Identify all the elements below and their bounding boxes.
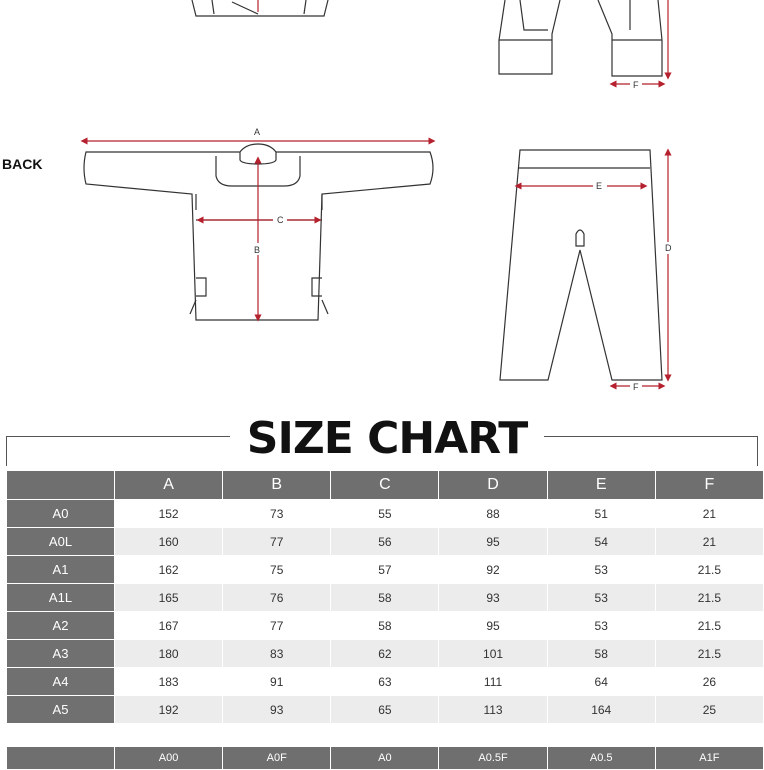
measure-label-d: D — [665, 243, 672, 253]
cell-value: 88 — [439, 500, 546, 527]
cell-value: 95 — [439, 612, 546, 639]
table-row — [7, 612, 763, 639]
cell-value: 91 — [223, 668, 330, 695]
cell-value: 56 — [331, 528, 438, 555]
cell-value: 21.5 — [656, 612, 763, 639]
measure-label-b: B — [254, 245, 261, 255]
measure-label-e: E — [596, 181, 603, 191]
cell-value: 21 — [656, 500, 763, 527]
cell-value: 180 — [115, 640, 222, 667]
pants-front-partial — [499, 0, 668, 84]
cell-value: 65 — [331, 696, 438, 723]
cell-value: 21.5 — [656, 640, 763, 667]
cell-value: 167 — [115, 612, 222, 639]
cell-value: 62 — [331, 640, 438, 667]
size-table-secondary — [6, 746, 764, 770]
cell-value: 83 — [223, 640, 330, 667]
title-rule-right-tick — [757, 436, 758, 466]
cell-value: 92 — [439, 556, 546, 583]
cell-value: 95 — [439, 528, 546, 555]
cell-value: 64 — [548, 668, 655, 695]
column-header-a1f: A1F — [656, 747, 763, 769]
jacket-front-partial — [192, 0, 328, 16]
cell-value: 53 — [548, 556, 655, 583]
column-header-a0f: A0F — [223, 747, 330, 769]
cell-value: 152 — [115, 500, 222, 527]
cell-value: 57 — [331, 556, 438, 583]
cell-value: 111 — [439, 668, 546, 695]
row-size-label: A1 — [7, 556, 114, 583]
column-header-a05f: A0.5F — [439, 747, 546, 769]
cell-value: 58 — [331, 584, 438, 611]
back-view-label: BACK — [2, 156, 43, 172]
table-row — [7, 528, 763, 555]
measure-label-f-top: F — [633, 80, 639, 90]
size-table — [6, 470, 764, 724]
table-row — [7, 696, 763, 723]
column-header-a0: A0 — [331, 747, 438, 769]
cell-value: 21.5 — [656, 584, 763, 611]
column-header-size — [7, 471, 114, 499]
size-chart-header — [6, 414, 758, 466]
cell-value: 113 — [439, 696, 546, 723]
cell-value: 164 — [548, 696, 655, 723]
cell-value: 77 — [223, 528, 330, 555]
cell-value: 55 — [331, 500, 438, 527]
cell-value: 26 — [656, 668, 763, 695]
row-size-label: A2 — [7, 612, 114, 639]
cell-value: 25 — [656, 696, 763, 723]
jacket-back-measures — [84, 141, 432, 318]
cell-value: 54 — [548, 528, 655, 555]
row-size-label: A3 — [7, 640, 114, 667]
table-row — [7, 640, 763, 667]
column-header-f: F — [656, 471, 763, 499]
column-header-c: C — [331, 471, 438, 499]
table-row — [7, 584, 763, 611]
column-header-a: A — [115, 471, 222, 499]
cell-value: 162 — [115, 556, 222, 583]
size-table-secondary-header-row — [7, 747, 763, 769]
measure-label-a: A — [254, 127, 261, 137]
cell-value: 58 — [331, 612, 438, 639]
cell-value: 75 — [223, 556, 330, 583]
row-size-label: A0 — [7, 500, 114, 527]
column-header-size — [7, 747, 114, 769]
column-header-a00: A00 — [115, 747, 222, 769]
measure-label-c: C — [277, 215, 284, 225]
column-header-e: E — [548, 471, 655, 499]
cell-value: 73 — [223, 500, 330, 527]
cell-value: 76 — [223, 584, 330, 611]
cell-value: 192 — [115, 696, 222, 723]
row-size-label: A5 — [7, 696, 114, 723]
cell-value: 77 — [223, 612, 330, 639]
cell-value: 21 — [656, 528, 763, 555]
measure-label-f: F — [633, 382, 639, 392]
table-row — [7, 556, 763, 583]
cell-value: 101 — [439, 640, 546, 667]
column-header-d: D — [439, 471, 546, 499]
cell-value: 165 — [115, 584, 222, 611]
cell-value: 21.5 — [656, 556, 763, 583]
title-rule-left — [6, 436, 230, 437]
cell-value: 53 — [548, 584, 655, 611]
cell-value: 58 — [548, 640, 655, 667]
size-table-header-row — [7, 471, 763, 499]
cell-value: 51 — [548, 500, 655, 527]
title-rule-left-tick — [6, 436, 7, 466]
cell-value: 93 — [223, 696, 330, 723]
page-title: SIZE CHART — [246, 413, 528, 464]
cell-value: 53 — [548, 612, 655, 639]
title-rule-right — [544, 436, 758, 437]
table-row — [7, 668, 763, 695]
column-header-b: B — [223, 471, 330, 499]
row-size-label: A4 — [7, 668, 114, 695]
table-row — [7, 500, 763, 527]
row-size-label: A0L — [7, 528, 114, 555]
cell-value: 183 — [115, 668, 222, 695]
cell-value: 63 — [331, 668, 438, 695]
cell-value: 160 — [115, 528, 222, 555]
column-header-a05: A0.5 — [548, 747, 655, 769]
cell-value: 93 — [439, 584, 546, 611]
row-size-label: A1L — [7, 584, 114, 611]
pants-back — [500, 150, 662, 380]
